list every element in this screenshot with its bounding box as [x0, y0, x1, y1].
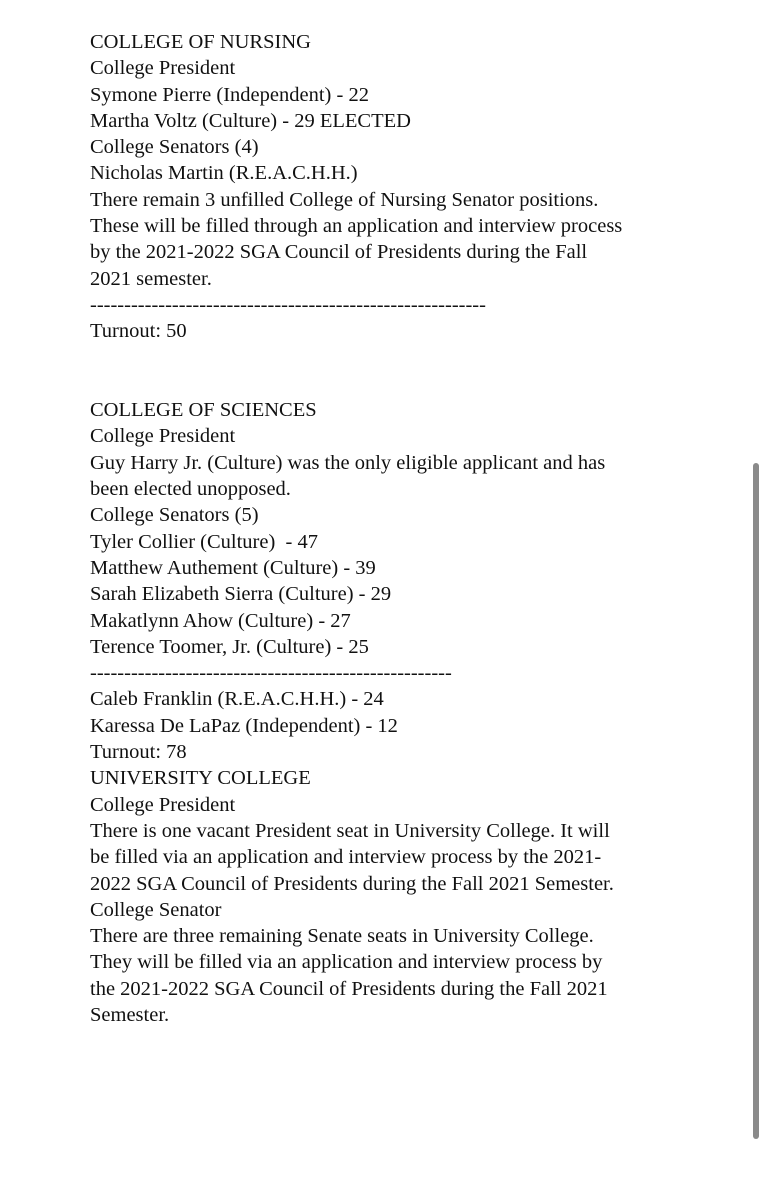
- sciences-senator-candidate: Makatlynn Ahow (Culture) - 27: [90, 609, 351, 632]
- sciences-president-note-line: been elected unopposed.: [90, 478, 291, 501]
- sciences-senators-title: College Senators (5): [90, 504, 259, 527]
- nursing-senator-candidate: Nicholas Martin (R.E.A.C.H.H.): [90, 162, 358, 185]
- nursing-heading: COLLEGE OF NURSING: [90, 31, 311, 53]
- university-section: [90, 765, 730, 1028]
- nursing-president-candidate: Martha Voltz (Culture) - 29 ELECTED: [90, 109, 411, 132]
- university-senator-note-line: They will be filled via an application and interview process by: [90, 951, 603, 974]
- nursing-turnout: Turnout: 50: [90, 320, 187, 343]
- sciences-senator-candidate: Matthew Authement (Culture) - 39: [90, 556, 376, 579]
- university-heading: UNIVERSITY COLLEGE: [90, 767, 311, 790]
- university-senator-note-line: Semester.: [90, 1003, 170, 1026]
- nursing-note-line: These will be filled through an application and interview process: [90, 215, 623, 238]
- nursing-note-line: 2021 semester.: [90, 267, 212, 290]
- university-senator-note-line: the 2021-2022 SGA Council of Presidents during the Fall 2021: [90, 977, 608, 1000]
- nursing-divider: ----------------------------------------------------------: [90, 293, 486, 316]
- sciences-senator-candidate: Terence Toomer, Jr. (Culture) - 25: [90, 635, 369, 658]
- nursing-note-line: There remain 3 unfilled College of Nursing Senator positions.: [90, 188, 599, 211]
- university-senator-note-line: There are three remaining Senate seats in University College.: [90, 925, 594, 948]
- sciences-other-candidate: Karessa De LaPaz (Independent) - 12: [90, 714, 398, 737]
- university-president-title: College President: [90, 793, 236, 816]
- sciences-heading: COLLEGE OF SCIENCES: [90, 399, 317, 422]
- sciences-other-candidate: Caleb Franklin (R.E.A.C.H.H.) - 24: [90, 688, 384, 711]
- university-president-note-line: be filled via an application and interview process by the 2021-: [90, 846, 602, 869]
- university-president-note-line: 2022 SGA Council of Presidents during the Fall 2021 Semester.: [90, 872, 614, 895]
- nursing-section: [90, 29, 730, 345]
- university-senator-title: College Senator: [90, 898, 222, 921]
- nursing-senators-title: College Senators (4): [90, 136, 259, 159]
- sciences-president-note-line: Guy Harry Jr. (Culture) was the only eligible applicant and has: [90, 451, 606, 474]
- nursing-president-candidate: Symone Pierre (Independent) - 22: [90, 83, 369, 106]
- vertical-scrollbar-thumb[interactable]: [753, 463, 759, 1139]
- nursing-president-title: College President: [90, 57, 236, 80]
- nursing-note-line: by the 2021-2022 SGA Council of Presidents during the Fall: [90, 241, 588, 264]
- section-spacer: [90, 345, 730, 398]
- university-president-note-line: There is one vacant President seat in University College. It will: [90, 819, 610, 842]
- election-results-document: [90, 29, 730, 1028]
- sciences-divider: -----------------------------------------------------: [90, 662, 452, 685]
- sciences-senator-candidate: Sarah Elizabeth Sierra (Culture) - 29: [90, 583, 392, 606]
- sciences-president-title: College President: [90, 425, 236, 448]
- sciences-turnout: Turnout: 78: [90, 741, 187, 764]
- sciences-senator-candidate: Tyler Collier (Culture) - 47: [90, 530, 318, 553]
- sciences-section: [90, 397, 730, 765]
